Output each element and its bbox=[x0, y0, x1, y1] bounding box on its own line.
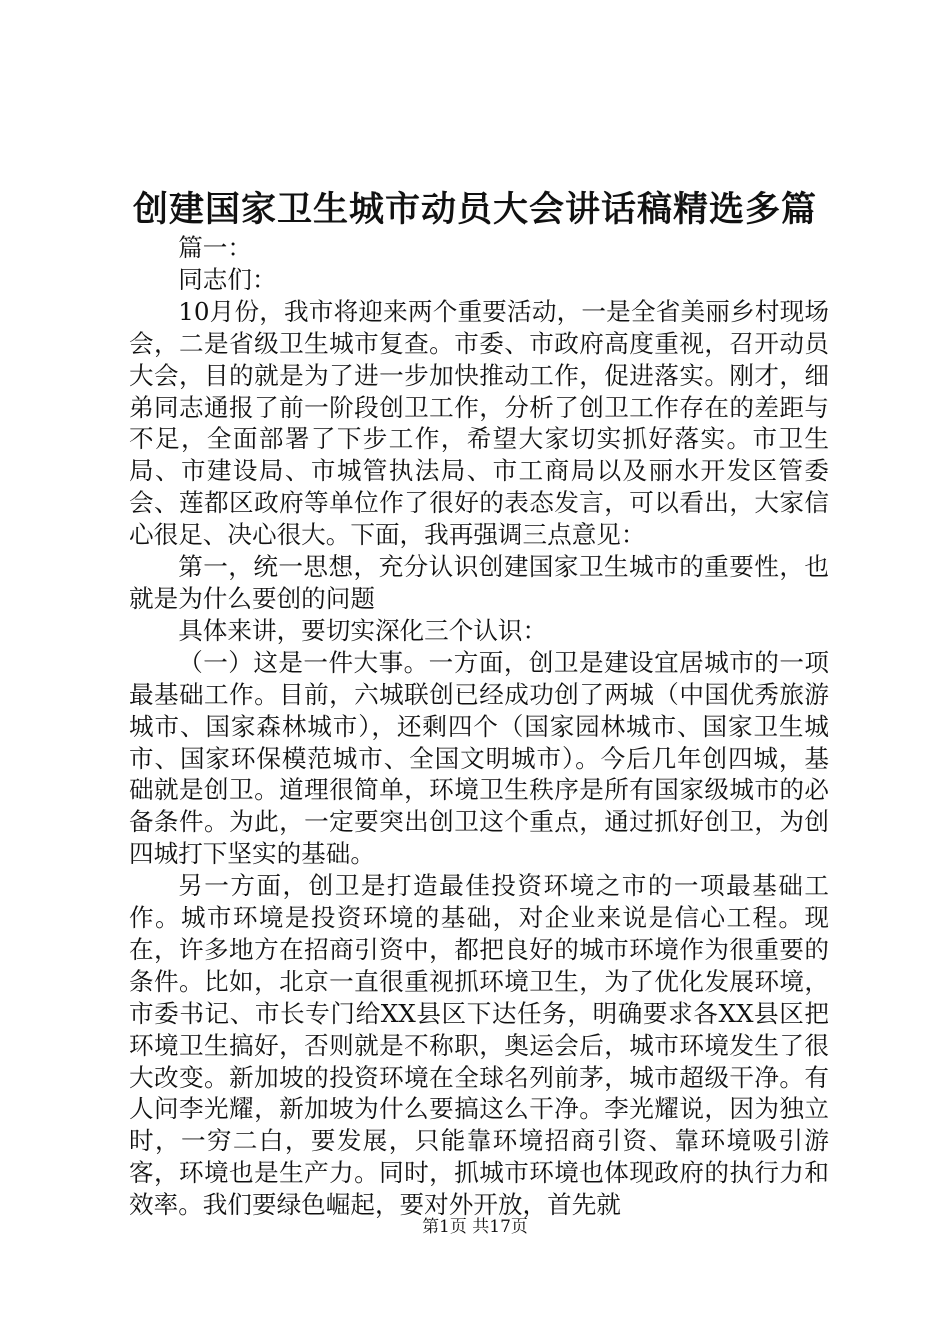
paragraph-salutation: 同志们： bbox=[178, 264, 277, 294]
paragraph: 第一，统一思想，充分认识创建国家卫生城市的重要性，也就是为什么要创的问题 bbox=[129, 552, 829, 613]
document-body bbox=[129, 232, 829, 1221]
paragraph: 10月份，我市将迎来两个重要活动，一是全省美丽乡村现场会，二是省级卫生城市复查。市委、市政府高度重视，召开动员大会，目的就是为了进一步加快推动工作，促进落实。刚才，细弟同志通报了前一阶段创卫工作，分析了创卫工作存在的差距与不足，全面部署了下步工作，希望大家切实抓好落实。市卫生局、市建设局、市城管执法局、市工商局以及丽水开发区管委会、莲都区政府等单位作了很好的表态发言，可以看出，大家信心很足、决心很大。下面，我再强调三点意见： bbox=[129, 296, 829, 550]
paragraph: （一）这是一件大事。一方面，创卫是建设宜居城市的一项最基础工作。目前，六城联创已经成功创了两城（中国优秀旅游城市、国家森林城市），还剩四个（国家园林城市、国家卫生城市、国家环保模范城市、全国文明城市）。今后几年创四城，基础就是创卫。道理很简单，环境卫生秩序是所有国家级城市的必备条件。为此，一定要突出创卫这个重点，通过抓好创卫，为创四城打下坚实的基础。 bbox=[129, 647, 829, 869]
paragraph: 具体来讲，要切实深化三个认识： bbox=[178, 615, 548, 645]
paragraph-section-heading: 篇一： bbox=[178, 233, 252, 262]
paragraph: 另一方面，创卫是打造最佳投资环境之市的一项最基础工作。城市环境是投资环境的基础，对企业来说是信心工程。现在，许多地方在招商引资中，都把良好的城市环境作为很重要的条件。比如，北京一直很重视抓环境卫生，为了优化发展环境，市委书记、市长专门给XX县区下达任务，明确要求各XX县区把环境卫生搞好，否则就是不称职，奥运会后，城市环境发生了很大改变。新加坡的投资环境在全球名列前茅，城市超级干净。有人问李光耀，新加坡为什么要搞这么干净。李光耀说，因为独立时，一穷二白，要发展，只能靠环境招商引资、靠环境吸引游客，环境也是生产力。同时，抓城市环境也体现政府的执行力和效率。我们要绿色崛起，要对外开放，首先就 bbox=[129, 871, 829, 1220]
document-title: 创建国家卫生城市动员大会讲话稿精选多篇 bbox=[132, 189, 817, 230]
page-number: 第1页 共17页 bbox=[422, 1217, 528, 1237]
